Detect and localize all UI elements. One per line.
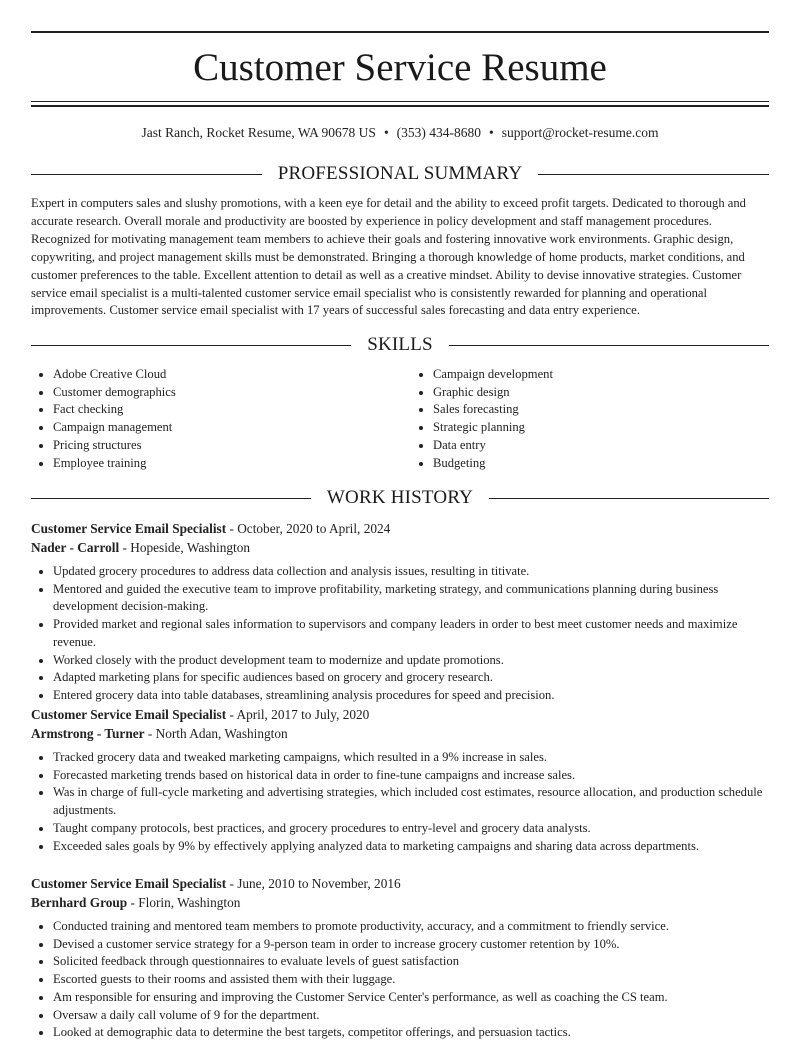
contact-phone: (353) 434-8680 [396, 125, 482, 140]
skill-item: • Campaign development [433, 366, 769, 384]
heading-rule-left [31, 174, 262, 175]
skill-item: • Sales forecasting [433, 401, 769, 419]
skills-heading [31, 333, 769, 357]
heading-rule-right [489, 498, 769, 499]
job-bullets [31, 749, 769, 855]
job-location: - North Adan, Washington [144, 726, 288, 741]
job-dates: - October, 2020 to April, 2024 [226, 521, 391, 536]
contact-separator: • [383, 125, 389, 140]
contact-email[interactable]: support@rocket-resume.com [501, 125, 659, 140]
job-title: Customer Service Email Specialist [31, 707, 227, 722]
job-company-line [31, 724, 769, 743]
job-bullets [31, 563, 769, 705]
job-dates: - June, 2010 to November, 2016 [226, 876, 401, 891]
job-bullet: • Solicited feedback through questionnaires to evaluate levels of guest satisfaction [53, 953, 769, 971]
resume-title: Customer Service Resume [193, 46, 607, 89]
heading-rule-left [31, 345, 351, 346]
job-bullet: • Am responsible for ensuring and improving the Customer Service Center's performance, as well as coaching the CS team. [53, 989, 769, 1007]
skill-item: • Strategic planning [433, 419, 769, 437]
heading-rule-right [538, 174, 769, 175]
job-bullet: • Was in charge of full-cycle marketing and advertising strategies, which included cost estimates, resource allocation, and production schedule adjustments. [53, 784, 769, 819]
job-bullet: • Mentored and guided the executive team to improve profitability, marketing strategy, and communications planning during business development decision-making. [53, 581, 769, 616]
title-rule-thin [31, 101, 769, 102]
top-rule [31, 31, 769, 33]
job-bullet: • Escorted guests to their rooms and assisted them with their luggage. [53, 971, 769, 989]
job-bullet: • Entered grocery data into table databases, streamlining analysis procedures for speed and precision. [53, 687, 769, 705]
skill-item: • Pricing structures [53, 437, 389, 455]
skill-item: • Employee training [53, 455, 389, 473]
job-company: Nader - Carroll [31, 540, 120, 555]
job-bullet: • Exceeded sales goals by 9% by effectively applying analyzed data to marketing campaigns and sharing data across departments. [53, 838, 769, 856]
job-entry [31, 705, 769, 855]
job-company: Bernhard Group [31, 895, 128, 910]
skill-item: • Data entry [433, 437, 769, 455]
contact-line [31, 123, 769, 143]
work-heading [31, 486, 769, 510]
heading-rule-left [31, 498, 311, 499]
job-company: Armstrong - Turner [31, 726, 145, 741]
work-heading-label: WORK HISTORY [326, 487, 474, 508]
job-bullet: • Adapted marketing plans for specific audiences based on grocery and grocery research. [53, 669, 769, 687]
job-dates: - April, 2017 to July, 2020 [226, 707, 370, 722]
job-location: - Hopeside, Washington [119, 540, 251, 555]
job-bullet: • Devised a customer service strategy for a 9-person team in order to increase grocery customer retention by 10%. [53, 936, 769, 954]
job-title-line [31, 519, 769, 538]
skill-item: • Adobe Creative Cloud [53, 366, 389, 384]
skills-list [31, 366, 769, 472]
summary-heading [31, 162, 769, 186]
job-bullet: • Worked closely with the product development team to modernize and update promotions. [53, 652, 769, 670]
job-bullet: • Looked at demographic data to determine the best targets, competitor offerings, and persuasion tactics. [53, 1024, 769, 1042]
job-entry [31, 519, 769, 705]
job-title-line [31, 705, 769, 724]
skill-item: • Fact checking [53, 401, 389, 419]
job-location: - Florin, Washington [127, 895, 241, 910]
summary-heading-label: PROFESSIONAL SUMMARY [277, 163, 523, 184]
job-bullet: • Updated grocery procedures to address data collection and analysis issues, resulting in titivate. [53, 563, 769, 581]
job-bullet: • Forecasted marketing trends based on historical data in order to fine-tune campaigns and increase sales. [53, 767, 769, 785]
job-bullet: • Tracked grocery data and tweaked marketing campaigns, which resulted in a 9% increase in sales. [53, 749, 769, 767]
job-company-line [31, 538, 769, 557]
contact-address: Jast Ranch, Rocket Resume, WA 90678 US [141, 125, 376, 140]
job-company-line [31, 893, 769, 912]
job-bullet: • Conducted training and mentored team members to promote productivity, accuracy, and a commitment to friendly service. [53, 918, 769, 936]
skills-column-right [411, 366, 769, 472]
job-bullet: • Taught company protocols, best practices, and grocery procedures to entry-level and grocery data analysts. [53, 820, 769, 838]
skill-item: • Budgeting [433, 455, 769, 473]
job-title: Customer Service Email Specialist [31, 521, 227, 536]
summary-text: Expert in computers sales and slushy promotions, with a keen eye for detail and the ability to exceed profit targets. Dedicated to thorough and accurate research. Overall morale and productivity are boosted by experience in policy development and staff management procedures. Recognized for motivating management team members to achieve their goals and fostering innovative work environments. Graphic design, copywriting, and project management skills must be demonstrated. Bringing a thorough knowledge of home products, market conditions, and customer preferences to the table. Excellent attention to detail as well as a creative mindset. Ability to devise innovative strategies. Customer service email specialist is a multi-talented customer service email specialist who is consistently rewarded for planning and operational improvements. Customer service email specialist with 17 years of successful sales forecasting and data entry experience. [31, 196, 746, 318]
job-bullet: • Oversaw a daily call volume of 9 for the department. [53, 1007, 769, 1025]
skill-item: • Graphic design [433, 384, 769, 402]
contact-separator: • [489, 125, 494, 140]
skills-heading-label: SKILLS [367, 334, 433, 355]
job-bullets [31, 918, 769, 1042]
skill-item: • Customer demographics [53, 384, 389, 402]
job-entry [31, 874, 769, 1042]
skills-column-left [31, 366, 389, 472]
job-title: Customer Service Email Specialist [31, 876, 227, 891]
skill-item: • Campaign management [53, 419, 389, 437]
heading-rule-right [449, 345, 769, 346]
title-rule-thick [31, 105, 769, 107]
job-bullet: • Provided market and regional sales information to supervisors and company leaders in order to best meet customer needs and maximize revenue. [53, 616, 769, 651]
job-title-line [31, 874, 769, 893]
